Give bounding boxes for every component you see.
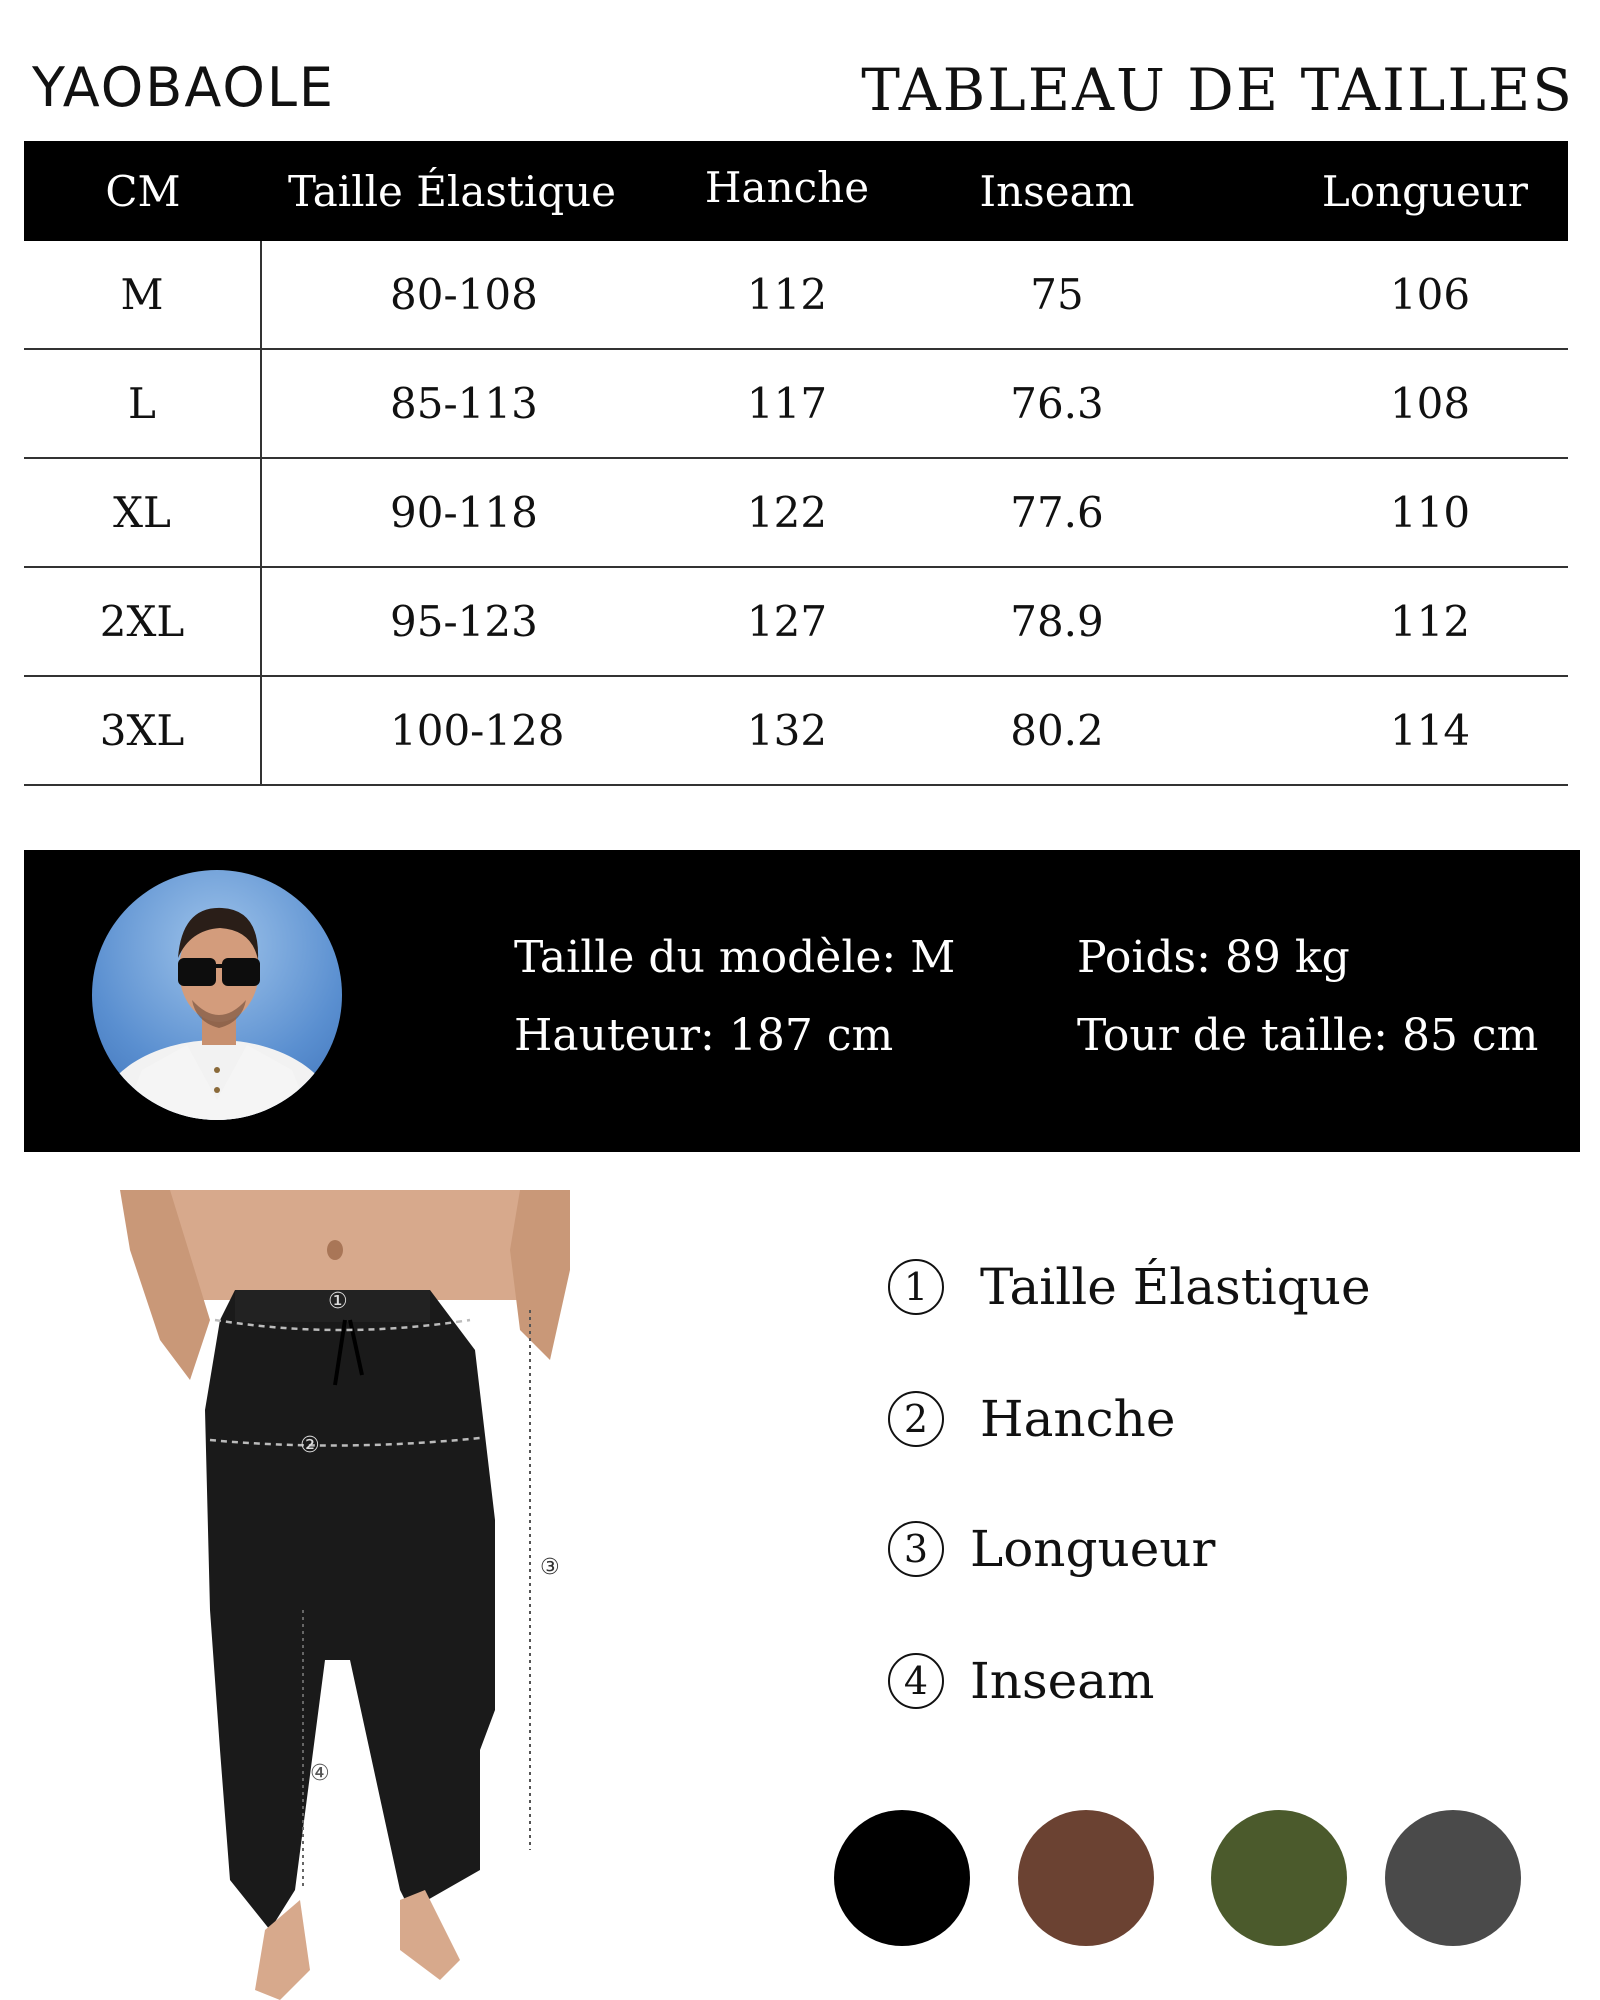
model-portrait <box>92 870 342 1120</box>
legend-label: Taille Élastique <box>980 1258 1371 1316</box>
legend-label: Hanche <box>980 1390 1176 1448</box>
table-row <box>24 459 1568 568</box>
table-header <box>24 141 1568 241</box>
color-swatch-gray[interactable] <box>1385 1810 1521 1946</box>
table-row <box>24 350 1568 459</box>
pants <box>205 1290 495 1930</box>
header-waist: Taille Élastique <box>287 166 617 216</box>
legend-item <box>888 1390 1175 1448</box>
hip-cell: 122 <box>746 488 828 537</box>
size-cell: M <box>24 241 262 348</box>
legend-item <box>888 1652 1154 1710</box>
legend-item <box>888 1258 1371 1316</box>
size-cell: XL <box>24 459 262 566</box>
waist-cell: 90-118 <box>390 488 538 537</box>
chart-title: TABLEAU DE TAILLES <box>861 56 1574 124</box>
legend-label: Longueur <box>970 1520 1216 1578</box>
header-cm: CM <box>105 166 181 216</box>
header-length: Longueur <box>1321 166 1528 216</box>
table-row <box>24 241 1568 350</box>
size-table <box>24 141 1568 786</box>
model-waist: Tour de taille: 85 cm <box>1077 1010 1539 1061</box>
length-cell: 112 <box>1389 597 1471 646</box>
header-inseam: Inseam <box>979 166 1135 216</box>
header-hip: Hanche <box>704 162 870 212</box>
model-height: Hauteur: 187 cm <box>514 1010 894 1061</box>
inseam-cell: 75 <box>1030 270 1084 319</box>
length-cell: 114 <box>1389 706 1471 755</box>
right-arm <box>510 1190 570 1360</box>
legend-number: 1 <box>888 1259 944 1315</box>
length-cell: 106 <box>1389 270 1471 319</box>
hip-cell: 117 <box>746 379 828 428</box>
length-cell: 108 <box>1389 379 1471 428</box>
inseam-cell: 76.3 <box>1010 379 1104 428</box>
inseam-cell: 78.9 <box>1010 597 1104 646</box>
inseam-cell: 77.6 <box>1010 488 1104 537</box>
size-cell: L <box>24 350 262 457</box>
table-row <box>24 568 1568 677</box>
pants-measurement-figure <box>100 1190 600 2000</box>
table-row <box>24 677 1568 786</box>
hip-cell: 127 <box>746 597 828 646</box>
inseam-cell: 80.2 <box>1010 706 1104 755</box>
legend-number: 3 <box>888 1521 944 1577</box>
marker-3: ③ <box>540 1555 560 1580</box>
color-swatch-brown[interactable] <box>1018 1810 1154 1946</box>
hip-cell: 112 <box>746 270 828 319</box>
model-weight: Poids: 89 kg <box>1077 932 1350 983</box>
size-cell: 2XL <box>24 568 262 675</box>
hip-cell: 132 <box>746 706 828 755</box>
marker-2: ② <box>300 1433 320 1458</box>
legend-item <box>888 1520 1215 1578</box>
model-banner <box>24 850 1580 1152</box>
color-swatch-black[interactable] <box>834 1810 970 1946</box>
right-foot <box>400 1890 460 1980</box>
waist-cell: 80-108 <box>390 270 538 319</box>
brand-logo: YAOBAOLE <box>32 56 336 119</box>
waist-cell: 85-113 <box>390 379 538 428</box>
length-cell: 110 <box>1389 488 1471 537</box>
color-swatch-green[interactable] <box>1211 1810 1347 1946</box>
marker-1: ① <box>328 1289 348 1314</box>
marker-4: ④ <box>310 1761 330 1786</box>
size-cell: 3XL <box>24 677 262 784</box>
legend-label: Inseam <box>970 1652 1155 1710</box>
model-size: Taille du modèle: M <box>514 932 956 983</box>
model-avatar <box>92 870 342 1120</box>
waist-cell: 95-123 <box>390 597 538 646</box>
navel <box>327 1240 343 1260</box>
waist-cell: 100-128 <box>390 706 565 755</box>
legend-number: 4 <box>888 1653 944 1709</box>
legend-number: 2 <box>888 1391 944 1447</box>
